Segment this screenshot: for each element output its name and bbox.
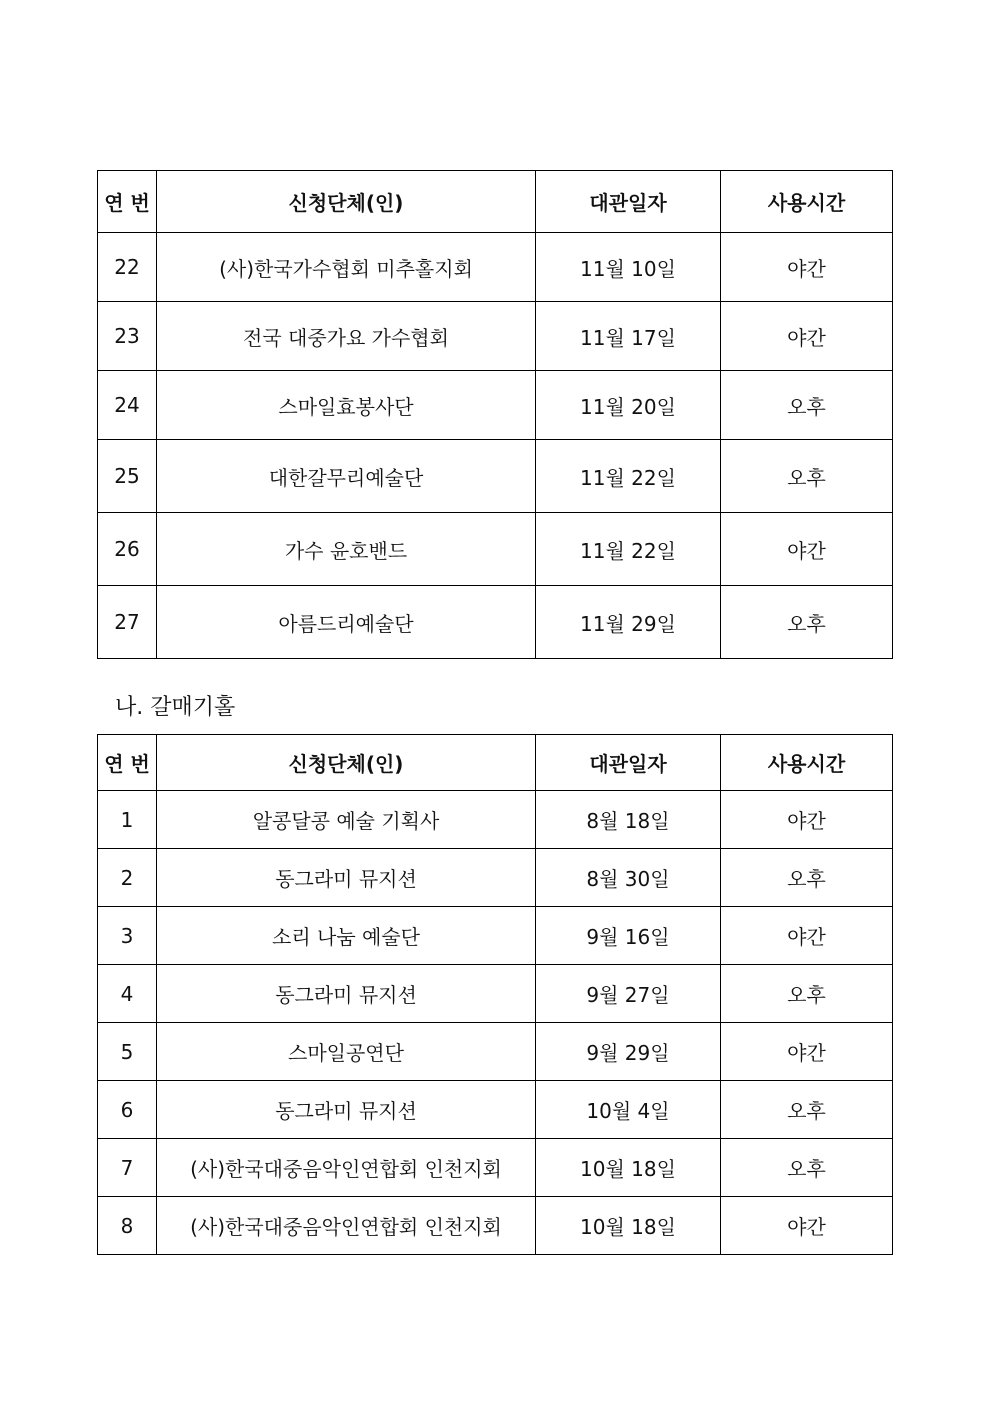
cell-applicant: 스마일효봉사단 bbox=[157, 371, 536, 440]
cell-usage-time: 오후 bbox=[721, 1081, 893, 1139]
cell-number: 2 bbox=[98, 849, 157, 907]
cell-applicant: 동그라미 뮤지션 bbox=[157, 849, 536, 907]
table-row bbox=[98, 302, 893, 371]
cell-rental-date: 9월 27일 bbox=[536, 965, 721, 1023]
cell-usage-time: 야간 bbox=[721, 907, 893, 965]
cell-applicant: 전국 대중가요 가수협회 bbox=[157, 302, 536, 371]
cell-number: 4 bbox=[98, 965, 157, 1023]
cell-rental-date: 11월 29일 bbox=[536, 586, 721, 659]
cell-applicant: (사)한국대중음악인연합회 인천지회 bbox=[157, 1139, 536, 1197]
header-number: 연 번 bbox=[98, 735, 157, 791]
cell-applicant: 소리 나눔 예술단 bbox=[157, 907, 536, 965]
header-rental-date: 대관일자 bbox=[536, 735, 721, 791]
cell-rental-date: 11월 20일 bbox=[536, 371, 721, 440]
cell-rental-date: 8월 18일 bbox=[536, 791, 721, 849]
cell-number: 22 bbox=[98, 233, 157, 302]
cell-number: 7 bbox=[98, 1139, 157, 1197]
cell-number: 26 bbox=[98, 513, 157, 586]
cell-rental-date: 11월 17일 bbox=[536, 302, 721, 371]
cell-usage-time: 야간 bbox=[721, 791, 893, 849]
table-row bbox=[98, 791, 893, 849]
rental-table-a bbox=[97, 170, 893, 659]
cell-rental-date: 8월 30일 bbox=[536, 849, 721, 907]
cell-usage-time: 오후 bbox=[721, 965, 893, 1023]
cell-applicant: 동그라미 뮤지션 bbox=[157, 1081, 536, 1139]
cell-number: 24 bbox=[98, 371, 157, 440]
cell-rental-date: 11월 22일 bbox=[536, 440, 721, 513]
cell-rental-date: 11월 22일 bbox=[536, 513, 721, 586]
cell-rental-date: 11월 10일 bbox=[536, 233, 721, 302]
header-usage-time: 사용시간 bbox=[721, 735, 893, 791]
cell-rental-date: 10월 4일 bbox=[536, 1081, 721, 1139]
cell-number: 25 bbox=[98, 440, 157, 513]
cell-applicant: 아름드리예술단 bbox=[157, 586, 536, 659]
table-row bbox=[98, 233, 893, 302]
cell-rental-date: 9월 16일 bbox=[536, 907, 721, 965]
header-applicant: 신청단체(인) bbox=[157, 171, 536, 233]
cell-rental-date: 9월 29일 bbox=[536, 1023, 721, 1081]
table-row bbox=[98, 513, 893, 586]
cell-number: 3 bbox=[98, 907, 157, 965]
table-row bbox=[98, 965, 893, 1023]
table-row bbox=[98, 1139, 893, 1197]
cell-applicant: 대한갈무리예술단 bbox=[157, 440, 536, 513]
cell-applicant: 가수 윤호밴드 bbox=[157, 513, 536, 586]
cell-number: 8 bbox=[98, 1197, 157, 1255]
cell-usage-time: 야간 bbox=[721, 513, 893, 586]
header-usage-time: 사용시간 bbox=[721, 171, 893, 233]
cell-applicant: 스마일공연단 bbox=[157, 1023, 536, 1081]
cell-applicant: (사)한국가수협회 미추홀지회 bbox=[157, 233, 536, 302]
cell-usage-time: 오후 bbox=[721, 849, 893, 907]
cell-number: 6 bbox=[98, 1081, 157, 1139]
cell-applicant: 동그라미 뮤지션 bbox=[157, 965, 536, 1023]
table-row bbox=[98, 907, 893, 965]
table-row bbox=[98, 1081, 893, 1139]
rental-table-b bbox=[97, 734, 893, 1255]
cell-applicant: 알콩달콩 예술 기획사 bbox=[157, 791, 536, 849]
cell-usage-time: 오후 bbox=[721, 371, 893, 440]
table-row bbox=[98, 849, 893, 907]
cell-usage-time: 오후 bbox=[721, 586, 893, 659]
cell-rental-date: 10월 18일 bbox=[536, 1139, 721, 1197]
cell-usage-time: 오후 bbox=[721, 440, 893, 513]
table-header-row bbox=[98, 171, 893, 233]
cell-rental-date: 10월 18일 bbox=[536, 1197, 721, 1255]
cell-number: 1 bbox=[98, 791, 157, 849]
cell-applicant: (사)한국대중음악인연합회 인천지회 bbox=[157, 1197, 536, 1255]
cell-usage-time: 야간 bbox=[721, 302, 893, 371]
table-row bbox=[98, 1197, 893, 1255]
cell-number: 23 bbox=[98, 302, 157, 371]
cell-number: 27 bbox=[98, 586, 157, 659]
cell-usage-time: 오후 bbox=[721, 1139, 893, 1197]
header-number: 연 번 bbox=[98, 171, 157, 233]
cell-usage-time: 야간 bbox=[721, 1197, 893, 1255]
header-rental-date: 대관일자 bbox=[536, 171, 721, 233]
table-header-row bbox=[98, 735, 893, 791]
table-row bbox=[98, 1023, 893, 1081]
table-row bbox=[98, 586, 893, 659]
header-applicant: 신청단체(인) bbox=[157, 735, 536, 791]
cell-number: 5 bbox=[98, 1023, 157, 1081]
section-title-galmaegi-hall: 나. 갈매기홀 bbox=[115, 695, 236, 720]
cell-usage-time: 야간 bbox=[721, 233, 893, 302]
cell-usage-time: 야간 bbox=[721, 1023, 893, 1081]
table-row bbox=[98, 440, 893, 513]
table-row bbox=[98, 371, 893, 440]
